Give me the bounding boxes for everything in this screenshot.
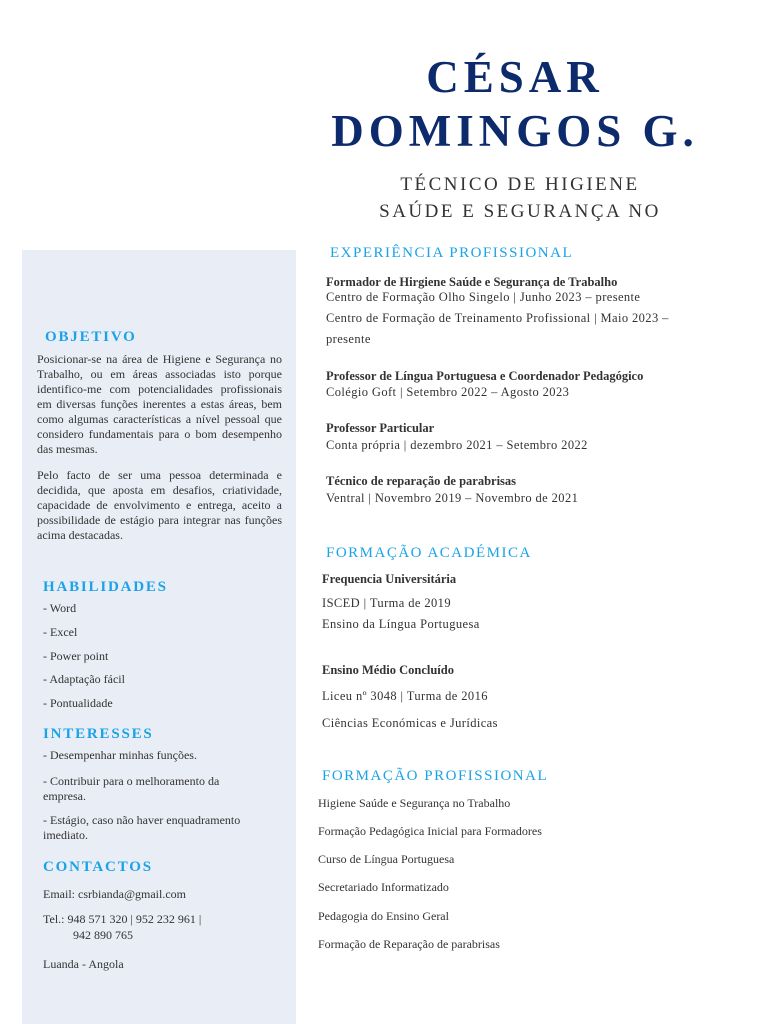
education-2-line-2: Ciências Económicas e Jurídicas	[322, 716, 498, 730]
training-item: Curso de Língua Portuguesa	[318, 852, 455, 866]
job-1-title: Formador de Hirgiene Saúde e Segurança de Trabalho	[326, 275, 618, 289]
formacao-profissional-title: FORMAÇÃO PROFISSIONAL	[322, 768, 549, 784]
sidebar-top-mask	[22, 0, 296, 250]
interest-item-3-line1: - Estágio, caso não haver enquadramento	[43, 813, 241, 827]
sidebar-chevron	[22, 250, 296, 340]
job-title-line2: SAÚDE E SEGURANÇA NO	[379, 201, 661, 222]
contact-phone-line2: 942 890 765	[73, 928, 133, 942]
objetivo-paragraph-2: Pelo facto de ser uma pessoa determinada e decidida, que aposta em desafios, criatividade, capacidade de envolvimento e entrega, aceito a possibilidade de estágio para integrar nas funções acima destacadas.	[37, 468, 282, 542]
education-2-line-1: Liceu nº 3048 | Turma de 2016	[322, 689, 488, 703]
objetivo-title: OBJETIVO	[45, 329, 137, 345]
habilidades-title: HABILIDADES	[43, 579, 168, 595]
education-1-title: Frequencia Universitária	[322, 572, 457, 586]
job-3-line-1: Conta própria | dezembro 2021 – Setembro 2022	[326, 438, 588, 452]
objetivo-paragraph-1: Posicionar-se na área de Higiene e Segurança no Trabalho, ou em áreas associadas isto porque identifico-me com potencialidades profissionais em diversas funções inerentes a estas áreas, bem como algumas características a nível pessoal que considero fundamentais para o bom desempenho das mesmas.	[37, 352, 282, 456]
training-item: Secretariado Informatizado	[318, 880, 449, 894]
interesses-title: INTERESSES	[43, 726, 154, 742]
job-4-line-1: Ventral | Novembro 2019 – Novembro de 2021	[326, 491, 579, 505]
education-2-title: Ensino Médio Concluído	[322, 663, 454, 677]
training-item: Formação de Reparação de parabrisas	[318, 937, 500, 951]
job-1-line-2: Centro de Formação de Treinamento Profissional | Maio 2023 –	[326, 311, 669, 325]
job-4-title: Técnico de reparação de parabrisas	[326, 474, 517, 488]
job-1-line-3: presente	[326, 332, 371, 346]
name-first-line: CÉSAR	[426, 52, 604, 102]
training-item: Formação Pedagógica Inicial para Formadores	[318, 824, 542, 838]
education-1-line-2: Ensino da Língua Portuguesa	[322, 617, 480, 631]
job-2-title: Professor de Língua Portuguesa e Coordenador Pedagógico	[326, 369, 644, 383]
job-title-line1: TÉCNICO DE HIGIENE	[400, 174, 640, 195]
skill-item: - Excel	[43, 625, 78, 639]
contact-phone-line1: Tel.: 948 571 320 | 952 232 961 |	[43, 912, 202, 926]
skill-item: - Power point	[43, 649, 109, 663]
training-item: Pedagogia do Ensino Geral	[318, 909, 449, 923]
name-second-line: DOMINGOS G.	[331, 106, 699, 156]
skill-item: - Word	[43, 601, 77, 615]
skill-item: - Adaptação fácil	[43, 672, 125, 686]
interest-item-2-line1: - Contribuir para o melhoramento da	[43, 774, 220, 788]
interest-item-1: - Desempenhar minhas funções.	[43, 748, 197, 762]
contact-email: Email: csrbianda@gmail.com	[43, 887, 187, 901]
job-3-title: Professor Particular	[326, 421, 435, 435]
education-1-line-1: ISCED | Turma de 2019	[322, 596, 451, 610]
job-2-line-1: Colégio Goft | Setembro 2022 – Agosto 2023	[326, 385, 570, 399]
skill-item: - Pontualidade	[43, 696, 113, 710]
job-1-line-1: Centro de Formação Olho Singelo | Junho 2023 – presente	[326, 290, 641, 304]
experiencia-title: EXPERIÊNCIA PROFISSIONAL	[330, 245, 574, 261]
formacao-academica-title: FORMAÇÃO ACADÉMICA	[326, 545, 532, 561]
interest-item-2-line2: empresa.	[43, 789, 86, 803]
training-item: Higiene Saúde e Segurança no Trabalho	[318, 796, 511, 810]
interest-item-3-line2: imediato.	[43, 828, 88, 842]
contact-location: Luanda - Angola	[43, 957, 124, 971]
contactos-title: CONTACTOS	[43, 859, 153, 875]
